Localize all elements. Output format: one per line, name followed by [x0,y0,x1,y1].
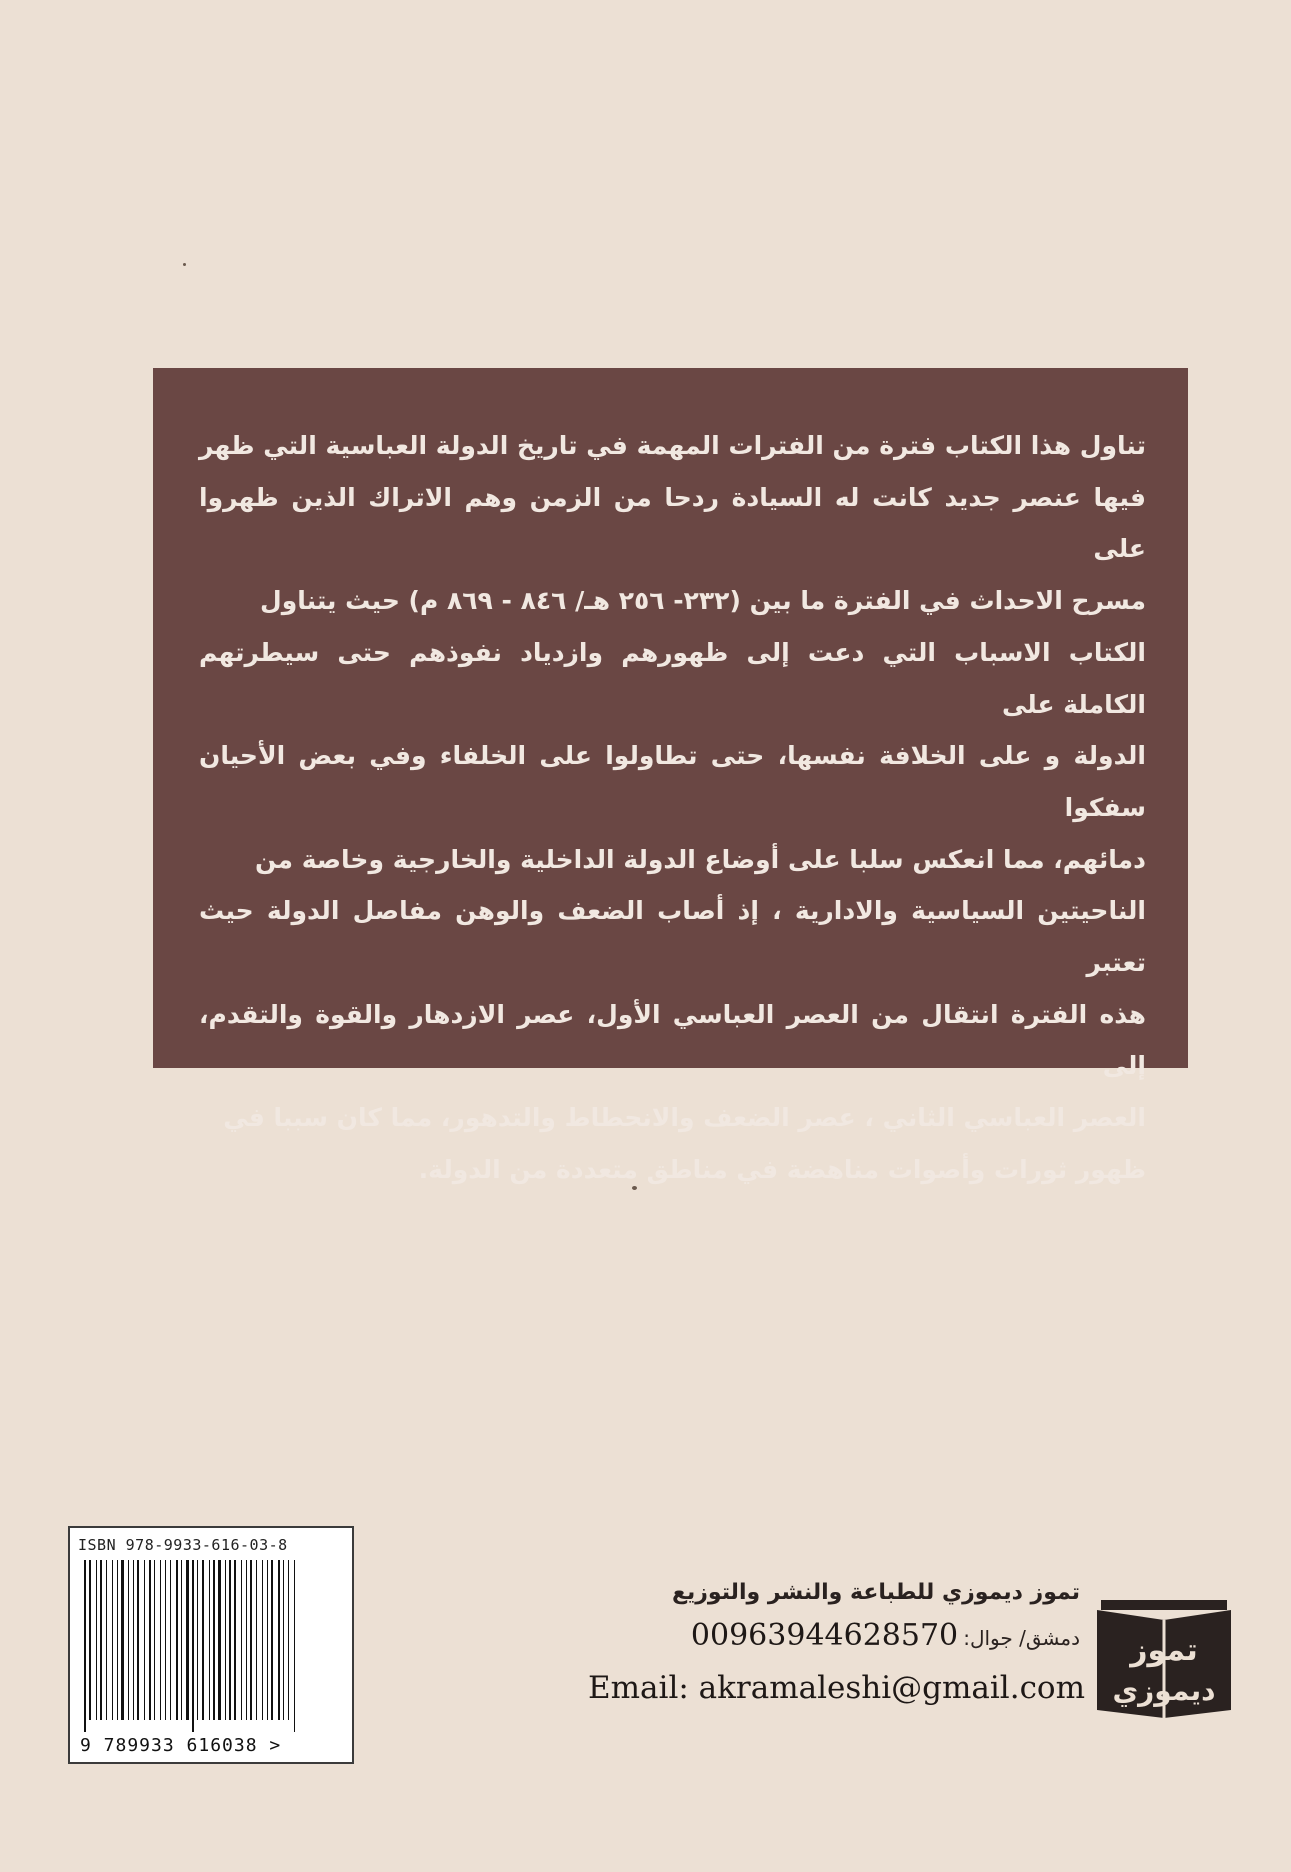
publisher-name: تموز ديموزي للطباعة والنشر والتوزيع [671,1580,1080,1605]
barcode-bar [192,1560,194,1732]
logo-text-bottom: ديموزي [1112,1674,1216,1707]
barcode-bar [144,1560,145,1720]
barcode-bar [149,1560,151,1720]
contact-line [691,1618,1080,1653]
barcode-bar [267,1560,268,1720]
barcode-bars [78,1560,344,1732]
barcode-bar [225,1560,226,1720]
barcode-bar [181,1560,182,1720]
barcode-bar [100,1560,102,1720]
barcode-bar [218,1560,221,1720]
barcode-bar [197,1560,198,1720]
barcode-bar [160,1560,161,1720]
barcode-bar [209,1560,210,1720]
barcode-bar [154,1560,155,1720]
blurb-line: تناول هذا الكتاب فترة من الفترات المهمة في تاريخ الدولة العباسية التي ظهر [199,431,1146,460]
blurb-line: العصر العباسي الثاني ، عصر الضعف والانحطاط والتدهور، مما كان سببا في [223,1103,1146,1133]
blurb-line: الدولة و على الخلافة نفسها، حتى تطاولوا على الخلفاء وفي بعض الأحيان سفكوا [199,741,1146,822]
barcode-bar [121,1560,124,1720]
blurb-line: هذه الفترة انتقال من العصر العباسي الأول، عصر الازدهار والقوة والتقدم، إلى [199,999,1146,1081]
barcode-bar [165,1560,166,1720]
barcode-bar [117,1560,118,1720]
barcode-bar [256,1560,257,1720]
barcode-bar [176,1560,178,1720]
blurb-line: مسرح الاحداث في الفترة ما بين (٢٣٢- ٢٥٦ هـ/ ٨٤٦ - ٨٦٩ م) حيث يتناول [260,586,1146,616]
barcode-bar [112,1560,113,1720]
barcode-bar [241,1560,242,1720]
barcode-bar [246,1560,247,1720]
isbn-label: ISBN 978-9933-616-03-8 [78,1536,288,1554]
logo-text-top: تموز [1130,1633,1198,1668]
blurb-line: فيها عنصر جديد كانت له السيادة ردحا من الزمن وهم الاتراك الذين ظهروا على [199,482,1146,564]
city-label: دمشق/ جوال: [963,1626,1080,1650]
blurb-line: الناحيتين السياسية والادارية ، إذ أصاب الضعف والوهن مفاصل الدولة حيث تعتبر [199,896,1146,978]
barcode-bar [137,1560,139,1720]
email-address: Email: akramaleshi@gmail.com [588,1670,1085,1706]
publisher-logo [1089,1592,1239,1722]
barcode-bar [170,1560,171,1720]
barcode-bar [186,1560,189,1720]
blurb-text [199,420,1146,1196]
publisher-info [560,1580,1085,1750]
blurb-line: الكتاب الاسباب التي دعت إلى ظهورهم وازدياد نفوذهم حتى سيطرتهم الكاملة على [199,637,1146,719]
barcode-bar [106,1560,107,1720]
blurb-box [153,368,1188,1184]
barcode-bar [128,1560,129,1720]
barcode-bar [278,1560,280,1720]
barcode-bar [96,1560,97,1720]
barcode-bar [84,1560,86,1732]
blurb-line: دمائهم، مما انعكس سلبا على أوضاع الدولة الداخلية والخارجية وخاصة من [255,844,1146,874]
barcode-digits: 9 789933 616038 > [80,1735,282,1756]
barcode-bar [202,1560,204,1720]
barcode-bar [262,1560,263,1720]
logo-book-top [1101,1600,1227,1610]
barcode-bar [271,1560,273,1720]
phone-number: 00963944628570 [690,1618,959,1653]
barcode-bar [250,1560,252,1720]
barcode-bar [283,1560,284,1720]
barcode-bar [294,1560,295,1732]
isbn-barcode [68,1526,354,1764]
barcode-bar [234,1560,236,1720]
barcode-bar [133,1560,134,1720]
paper-speck [183,263,186,266]
barcode-bar [89,1560,91,1720]
blurb-line: ظهور ثورات وأصوات مناهضة في مناطق متعددة من الدولة. [418,1154,1146,1184]
barcode-bar [288,1560,289,1720]
barcode-bar [229,1560,231,1720]
barcode-bar [213,1560,215,1720]
